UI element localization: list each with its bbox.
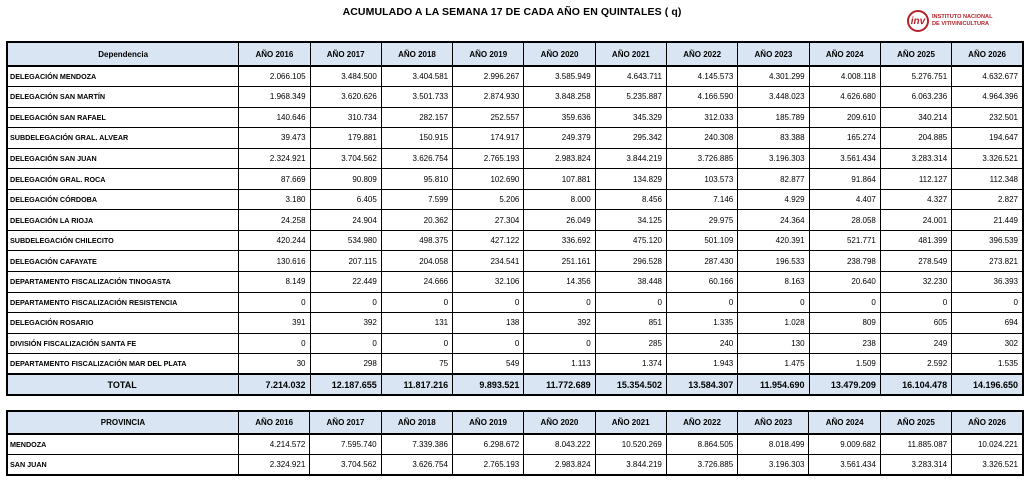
column-header-year: AÑO 2019 — [453, 42, 524, 66]
table-cell: 4.301.299 — [738, 66, 809, 87]
table-cell: 24.001 — [880, 210, 951, 231]
table-cell: 95.810 — [381, 169, 452, 190]
row-label: DELEGACIÓN CAFAYATE — [7, 251, 239, 272]
table-cell: 36.393 — [952, 271, 1023, 292]
table-cell: 20.640 — [809, 271, 880, 292]
table-cell: 302 — [952, 333, 1023, 354]
table-cell: 2.066.105 — [239, 66, 310, 87]
table-cell: 0 — [381, 292, 452, 313]
table-cell: 420.244 — [239, 230, 310, 251]
table-cell: 29.975 — [666, 210, 737, 231]
table-cell: 24.364 — [738, 210, 809, 231]
table-cell: 3.561.434 — [809, 148, 880, 169]
table-header-row — [7, 411, 1023, 434]
column-header-year: AÑO 2022 — [666, 42, 737, 66]
table-cell: 6.063.236 — [880, 87, 951, 108]
table-row — [7, 354, 1023, 375]
table-cell: 75 — [381, 354, 452, 375]
table-cell: 296.528 — [595, 251, 666, 272]
table-cell: 3.484.500 — [310, 66, 381, 87]
table-cell: 4.626.680 — [809, 87, 880, 108]
table-cell: 295.342 — [595, 128, 666, 149]
table-cell: 249 — [880, 333, 951, 354]
table-cell: 22.449 — [310, 271, 381, 292]
table-cell: 234.541 — [453, 251, 524, 272]
table-cell: 0 — [239, 333, 310, 354]
total-label: TOTAL — [7, 374, 239, 395]
table-cell: 130.616 — [239, 251, 310, 272]
table-cell: 3.704.562 — [310, 455, 381, 476]
table-cell: 4.327 — [880, 189, 951, 210]
table-cell: 8.000 — [524, 189, 595, 210]
table-cell: 694 — [952, 313, 1023, 334]
table-cell: 481.399 — [880, 230, 951, 251]
table-cell: 82.877 — [738, 169, 809, 190]
table-cell: 3.561.434 — [809, 455, 880, 476]
table-cell: 130 — [738, 333, 809, 354]
table-cell: 207.115 — [310, 251, 381, 272]
table-cell: 134.829 — [595, 169, 666, 190]
table-cell: 0 — [524, 292, 595, 313]
row-label: DEPARTAMENTO FISCALIZACIÓN MAR DEL PLATA — [7, 354, 239, 375]
table-cell: 521.771 — [809, 230, 880, 251]
table-row — [7, 87, 1023, 108]
table-cell: 196.533 — [738, 251, 809, 272]
row-label: DELEGACIÓN SAN RAFAEL — [7, 107, 239, 128]
table-cell: 851 — [595, 313, 666, 334]
table-cell: 4.643.711 — [595, 66, 666, 87]
table-cell: 8.163 — [738, 271, 809, 292]
table-cell: 3.196.303 — [738, 455, 809, 476]
table-cell: 534.980 — [310, 230, 381, 251]
table-row — [7, 292, 1023, 313]
column-header-year: AÑO 2025 — [880, 411, 951, 434]
column-header-year: AÑO 2022 — [666, 411, 737, 434]
table-cell: 252.557 — [453, 107, 524, 128]
table-cell: 238 — [809, 333, 880, 354]
table-cell: 2.765.193 — [453, 148, 524, 169]
table-cell: 204.058 — [381, 251, 452, 272]
inv-logo-text — [932, 14, 993, 27]
column-header-year: AÑO 2020 — [524, 42, 595, 66]
row-label: DELEGACIÓN LA RIOJA — [7, 210, 239, 231]
table-cell: 2.827 — [952, 189, 1023, 210]
column-header-year: AÑO 2017 — [310, 42, 381, 66]
row-label: SUBDELEGACIÓN GRAL. ALVEAR — [7, 128, 239, 149]
table-cell: 140.646 — [239, 107, 310, 128]
table-cell: 345.329 — [595, 107, 666, 128]
table-cell: 0 — [524, 333, 595, 354]
column-header-year: AÑO 2024 — [809, 42, 880, 66]
column-header-year: AÑO 2018 — [381, 42, 452, 66]
table-cell: 0 — [666, 292, 737, 313]
column-header-year: AÑO 2019 — [452, 411, 523, 434]
column-header-year: AÑO 2021 — [595, 42, 666, 66]
table-cell: 2.874.930 — [453, 87, 524, 108]
total-row — [7, 374, 1023, 395]
table-cell: 285 — [595, 333, 666, 354]
table-cell: 5.206 — [453, 189, 524, 210]
table-cell: 8.456 — [595, 189, 666, 210]
table-cell: 7.595.740 — [310, 434, 381, 455]
total-cell: 12.187.655 — [310, 374, 381, 395]
table-cell: 174.917 — [453, 128, 524, 149]
table-cell: 310.734 — [310, 107, 381, 128]
table-cell: 32.230 — [880, 271, 951, 292]
table-cell: 251.161 — [524, 251, 595, 272]
table-cell: 3.585.949 — [524, 66, 595, 87]
row-label: DELEGACIÓN CÓRDOBA — [7, 189, 239, 210]
total-cell: 11.772.689 — [524, 374, 595, 395]
table-cell: 2.324.921 — [239, 148, 310, 169]
table-row — [7, 230, 1023, 251]
table-cell: 28.058 — [809, 210, 880, 231]
table-cell: 1.374 — [595, 354, 666, 375]
row-label: DIVISIÓN FISCALIZACIÓN SANTA FE — [7, 333, 239, 354]
table-cell: 209.610 — [809, 107, 880, 128]
table-cell: 278.549 — [880, 251, 951, 272]
table-cell: 102.690 — [453, 169, 524, 190]
table-cell: 10.520.269 — [595, 434, 666, 455]
province-table — [6, 410, 1024, 476]
table-cell: 809 — [809, 313, 880, 334]
table-cell: 391 — [239, 313, 310, 334]
table-row — [7, 333, 1023, 354]
row-label: DELEGACIÓN MENDOZA — [7, 66, 239, 87]
table-row — [7, 128, 1023, 149]
table-cell: 427.122 — [453, 230, 524, 251]
row-label: DELEGACIÓN SAN MARTÍN — [7, 87, 239, 108]
table-cell: 7.146 — [666, 189, 737, 210]
table-cell: 0 — [809, 292, 880, 313]
table-cell: 0 — [880, 292, 951, 313]
table-cell: 2.983.824 — [524, 148, 595, 169]
table-cell: 4.964.396 — [952, 87, 1023, 108]
row-label: DEPARTAMENTO FISCALIZACIÓN TINOGASTA — [7, 271, 239, 292]
table-cell: 396.539 — [952, 230, 1023, 251]
table-cell: 340.214 — [880, 107, 951, 128]
table-cell: 5.235.887 — [595, 87, 666, 108]
table-cell: 549 — [453, 354, 524, 375]
table-header-row — [7, 42, 1023, 66]
table-row — [7, 455, 1023, 476]
table-cell: 150.915 — [381, 128, 452, 149]
table-cell: 60.166 — [666, 271, 737, 292]
table-cell: 24.258 — [239, 210, 310, 231]
table-cell: 4.632.677 — [952, 66, 1023, 87]
table-cell: 2.592 — [880, 354, 951, 375]
total-cell: 13.479.209 — [809, 374, 880, 395]
table-cell: 8.018.499 — [738, 434, 809, 455]
table-cell: 420.391 — [738, 230, 809, 251]
row-label: SAN JUAN — [7, 455, 238, 476]
table-cell: 7.599 — [381, 189, 452, 210]
table-cell: 1.535 — [952, 354, 1023, 375]
table-cell: 90.809 — [310, 169, 381, 190]
table-cell: 3.404.581 — [381, 66, 452, 87]
table-cell: 20.362 — [381, 210, 452, 231]
table-cell: 0 — [453, 292, 524, 313]
table-cell: 0 — [239, 292, 310, 313]
table-cell: 1.335 — [666, 313, 737, 334]
column-header-year: AÑO 2018 — [381, 411, 452, 434]
table-cell: 359.636 — [524, 107, 595, 128]
row-label: MENDOZA — [7, 434, 238, 455]
table-cell: 1.028 — [738, 313, 809, 334]
table-cell: 103.573 — [666, 169, 737, 190]
table-cell: 0 — [453, 333, 524, 354]
table-cell: 7.339.386 — [381, 434, 452, 455]
table-cell: 6.405 — [310, 189, 381, 210]
table-cell: 3.180 — [239, 189, 310, 210]
table-cell: 2.996.267 — [453, 66, 524, 87]
table-cell: 501.109 — [666, 230, 737, 251]
column-header-year: AÑO 2026 — [952, 411, 1023, 434]
table-cell: 249.379 — [524, 128, 595, 149]
table-cell: 138 — [453, 313, 524, 334]
column-header-year: AÑO 2020 — [524, 411, 595, 434]
table-cell: 3.844.219 — [595, 148, 666, 169]
table-cell: 1.113 — [524, 354, 595, 375]
column-header-year: AÑO 2024 — [809, 411, 880, 434]
table-cell: 27.304 — [453, 210, 524, 231]
table-cell: 3.283.314 — [880, 455, 951, 476]
table-cell: 336.692 — [524, 230, 595, 251]
table-cell: 14.356 — [524, 271, 595, 292]
table-cell: 232.501 — [952, 107, 1023, 128]
table-cell: 0 — [952, 292, 1023, 313]
column-header-year: AÑO 2016 — [239, 42, 310, 66]
column-header-year: AÑO 2026 — [952, 42, 1023, 66]
row-label: DEPARTAMENTO FISCALIZACIÓN RESISTENCIA — [7, 292, 239, 313]
table-cell: 2.765.193 — [452, 455, 523, 476]
table-cell: 475.120 — [595, 230, 666, 251]
row-label: SUBDELEGACIÓN CHILECITO — [7, 230, 239, 251]
table-cell: 3.283.314 — [880, 148, 951, 169]
table-cell: 3.848.258 — [524, 87, 595, 108]
table-cell: 9.009.682 — [809, 434, 880, 455]
table-cell: 91.864 — [809, 169, 880, 190]
row-label: DELEGACIÓN SAN JUAN — [7, 148, 239, 169]
table-cell: 0 — [310, 333, 381, 354]
column-header-year: AÑO 2025 — [880, 42, 951, 66]
table-cell: 1.943 — [666, 354, 737, 375]
table-cell: 3.726.885 — [666, 455, 737, 476]
table-cell: 3.501.733 — [381, 87, 452, 108]
table-cell: 3.626.754 — [381, 455, 452, 476]
column-header-year: AÑO 2017 — [310, 411, 381, 434]
table-cell: 4.166.590 — [666, 87, 737, 108]
table-cell: 24.666 — [381, 271, 452, 292]
table-cell: 0 — [738, 292, 809, 313]
table-row — [7, 66, 1023, 87]
table-cell: 498.375 — [381, 230, 452, 251]
table-row — [7, 434, 1023, 455]
table-cell: 26.049 — [524, 210, 595, 231]
table-cell: 0 — [310, 292, 381, 313]
table-cell: 10.024.221 — [952, 434, 1023, 455]
total-cell: 11.954.690 — [738, 374, 809, 395]
table-cell: 282.157 — [381, 107, 452, 128]
table-cell: 3.844.219 — [595, 455, 666, 476]
total-cell: 16.104.478 — [880, 374, 951, 395]
table-row — [7, 210, 1023, 231]
table-cell: 32.106 — [453, 271, 524, 292]
table-row — [7, 251, 1023, 272]
table-cell: 4.145.573 — [666, 66, 737, 87]
table-row — [7, 189, 1023, 210]
column-header-year: AÑO 2023 — [738, 42, 809, 66]
total-cell: 11.817.216 — [381, 374, 452, 395]
table-cell: 1.968.349 — [239, 87, 310, 108]
table-cell: 4.929 — [738, 189, 809, 210]
table-cell: 1.475 — [738, 354, 809, 375]
table-cell: 21.449 — [952, 210, 1023, 231]
total-cell: 9.893.521 — [453, 374, 524, 395]
table-cell: 0 — [595, 292, 666, 313]
table-cell: 11.885.087 — [880, 434, 951, 455]
table-cell: 87.669 — [239, 169, 310, 190]
table-row — [7, 271, 1023, 292]
row-label: DELEGACIÓN ROSARIO — [7, 313, 239, 334]
table-cell: 312.033 — [666, 107, 737, 128]
table-cell: 6.298.672 — [452, 434, 523, 455]
inv-logo — [907, 9, 1019, 33]
inv-logo-icon: inv — [907, 10, 929, 32]
table-cell: 605 — [880, 313, 951, 334]
table-cell: 38.448 — [595, 271, 666, 292]
table-cell: 3.448.023 — [738, 87, 809, 108]
table-cell: 4.214.572 — [238, 434, 309, 455]
table-cell: 4.008.118 — [809, 66, 880, 87]
column-header: Dependencia — [7, 42, 239, 66]
table-cell: 238.798 — [809, 251, 880, 272]
table-cell: 2.324.921 — [238, 455, 309, 476]
table-cell: 5.276.751 — [880, 66, 951, 87]
table-cell: 30 — [239, 354, 310, 375]
table-cell: 4.407 — [809, 189, 880, 210]
table-cell: 34.125 — [595, 210, 666, 231]
table-cell: 287.430 — [666, 251, 737, 272]
total-cell: 15.354.502 — [595, 374, 666, 395]
table-cell: 3.326.521 — [952, 455, 1023, 476]
table-cell: 240 — [666, 333, 737, 354]
table-cell: 3.326.521 — [952, 148, 1023, 169]
table-cell: 392 — [310, 313, 381, 334]
table-cell: 0 — [381, 333, 452, 354]
table-cell: 8.043.222 — [524, 434, 595, 455]
logo-line-2: DE VITIVINICULTURA — [932, 21, 990, 27]
column-header-year: AÑO 2023 — [738, 411, 809, 434]
table-cell: 3.620.626 — [310, 87, 381, 108]
table-cell: 8.149 — [239, 271, 310, 292]
column-header-year: AÑO 2021 — [595, 411, 666, 434]
table-cell: 194.647 — [952, 128, 1023, 149]
dependency-table — [6, 41, 1024, 396]
table-cell: 3.726.885 — [666, 148, 737, 169]
table-cell: 8.864.505 — [666, 434, 737, 455]
table-cell: 24.904 — [310, 210, 381, 231]
table-cell: 179.881 — [310, 128, 381, 149]
table-cell: 112.127 — [880, 169, 951, 190]
report-title: ACUMULADO A LA SEMANA 17 DE CADA AÑO EN QUINTALES ( q) — [342, 6, 682, 18]
table-cell: 204.885 — [880, 128, 951, 149]
row-label: DELEGACIÓN GRAL. ROCA — [7, 169, 239, 190]
table-cell: 392 — [524, 313, 595, 334]
table-cell: 240.308 — [666, 128, 737, 149]
total-cell: 7.214.032 — [239, 374, 310, 395]
table-cell: 298 — [310, 354, 381, 375]
table-row — [7, 107, 1023, 128]
table-row — [7, 313, 1023, 334]
table-cell: 273.821 — [952, 251, 1023, 272]
table-cell: 131 — [381, 313, 452, 334]
table-cell: 112.348 — [952, 169, 1023, 190]
table-cell: 3.196.303 — [738, 148, 809, 169]
column-header-year: AÑO 2016 — [238, 411, 309, 434]
table-row — [7, 148, 1023, 169]
table-cell: 165.274 — [809, 128, 880, 149]
table-cell: 107.881 — [524, 169, 595, 190]
table-cell: 83.388 — [738, 128, 809, 149]
total-cell: 14.196.650 — [952, 374, 1023, 395]
total-cell: 13.584.307 — [666, 374, 737, 395]
table-cell: 1.509 — [809, 354, 880, 375]
table-cell: 39.473 — [239, 128, 310, 149]
table-cell: 185.789 — [738, 107, 809, 128]
logo-line-1: INSTITUTO NACIONAL — [932, 14, 993, 21]
table-row — [7, 169, 1023, 190]
table-cell: 3.704.562 — [310, 148, 381, 169]
column-header: PROVINCIA — [7, 411, 238, 434]
table-cell: 3.626.754 — [381, 148, 452, 169]
table-cell: 2.983.824 — [524, 455, 595, 476]
